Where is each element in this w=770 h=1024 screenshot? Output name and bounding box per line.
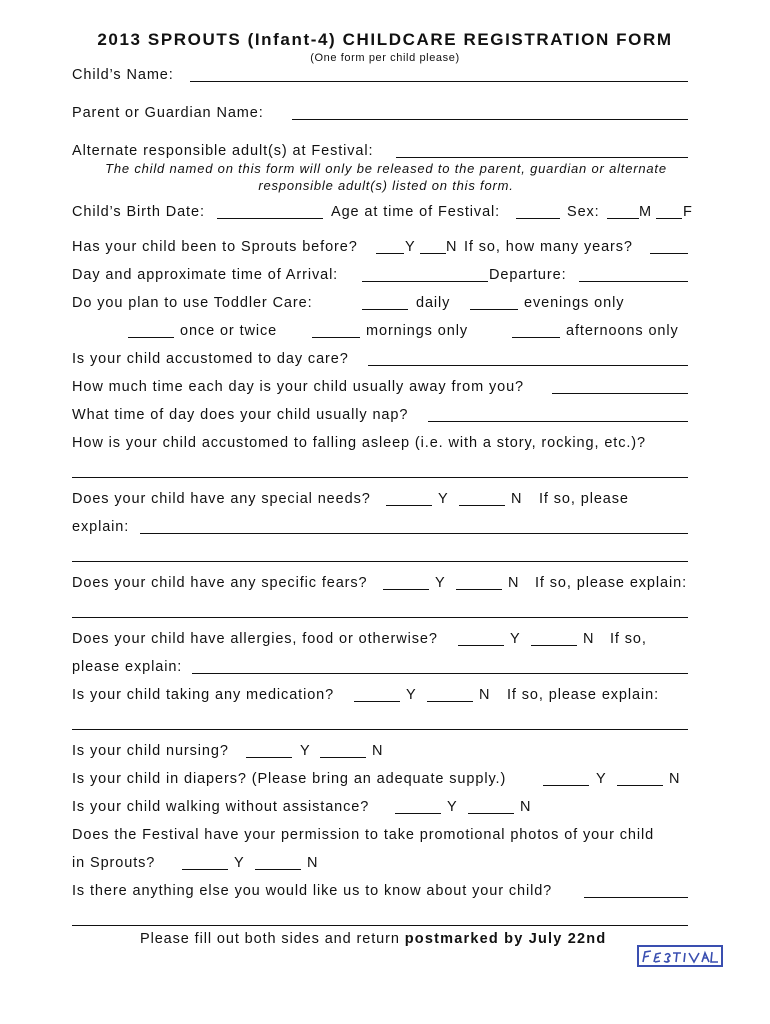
diapers-label: Is your child in diapers? (Please bring an adequate supply.): [72, 771, 507, 787]
footer-instruction: [140, 931, 606, 947]
afternoons-label: afternoons only: [566, 323, 679, 339]
diapers-y-label: Y: [596, 771, 607, 787]
mornings-field[interactable]: [312, 337, 360, 338]
sex-label: Sex:: [567, 204, 600, 220]
nap-field[interactable]: [428, 421, 688, 422]
evenings-field[interactable]: [470, 309, 518, 310]
sex-f-field[interactable]: [656, 218, 682, 219]
fears-explain-field[interactable]: [72, 617, 688, 618]
festival-logo-icon: [637, 945, 723, 967]
departure-field[interactable]: [579, 281, 688, 282]
diapers-y-field[interactable]: [543, 785, 589, 786]
nursing-n-field[interactable]: [320, 757, 366, 758]
falling-asleep-label: How is your child accustomed to falling asleep (i.e. with a story, rocking, etc.)?: [72, 435, 646, 451]
departure-label: Departure:: [489, 267, 567, 283]
in-sprouts-label: in Sprouts?: [72, 855, 156, 871]
been-before-n-label: N: [446, 239, 458, 255]
child-name-label: Child’s Name:: [72, 67, 174, 83]
special-needs-explain-label: explain:: [72, 519, 130, 535]
allergies-explain-field[interactable]: [192, 673, 688, 674]
arrival-label: Day and approximate time of Arrival:: [72, 267, 339, 283]
away-label: How much time each day is your child usually away from you?: [72, 379, 525, 395]
how-many-years-field[interactable]: [650, 253, 688, 254]
walking-label: Is your child walking without assistance?: [72, 799, 370, 815]
birth-date-field[interactable]: [217, 218, 323, 219]
photos-label: Does the Festival have your permission to take promotional photos of your child: [72, 827, 655, 843]
release-note: The child named on this form will only be released to the parent, guardian or alternate responsible adult(s) listed on this form.: [105, 161, 667, 193]
day-care-field[interactable]: [368, 365, 688, 366]
nursing-label: Is your child nursing?: [72, 743, 229, 759]
sex-m-field[interactable]: [607, 218, 639, 219]
allergies-n-field[interactable]: [531, 645, 577, 646]
fears-n-label: N: [508, 575, 520, 591]
once-or-twice-field[interactable]: [128, 337, 174, 338]
special-needs-y-label: Y: [438, 491, 449, 507]
walking-y-label: Y: [447, 799, 458, 815]
medication-y-label: Y: [406, 687, 417, 703]
allergies-y-field[interactable]: [458, 645, 504, 646]
toddler-care-label: Do you plan to use Toddler Care:: [72, 295, 313, 311]
walking-n-label: N: [520, 799, 532, 815]
evenings-label: evenings only: [524, 295, 625, 311]
allergies-label: Does your child have allergies, food or otherwise?: [72, 631, 438, 647]
medication-explain-field[interactable]: [72, 729, 688, 730]
nursing-y-label: Y: [300, 743, 311, 759]
special-needs-ifso-label: If so, please: [539, 491, 629, 507]
falling-asleep-field[interactable]: [72, 477, 688, 478]
afternoons-field[interactable]: [512, 337, 560, 338]
special-needs-n-label: N: [511, 491, 523, 507]
medication-n-field[interactable]: [427, 701, 473, 702]
special-needs-n-field[interactable]: [459, 505, 505, 506]
away-field[interactable]: [552, 393, 688, 394]
sex-f-label: F: [683, 204, 693, 220]
medication-label: Is your child taking any medication?: [72, 687, 335, 703]
fears-y-label: Y: [435, 575, 446, 591]
medication-n-label: N: [479, 687, 491, 703]
been-before-y-label: Y: [405, 239, 416, 255]
walking-y-field[interactable]: [395, 813, 441, 814]
fears-n-field[interactable]: [456, 589, 502, 590]
diapers-n-field[interactable]: [617, 785, 663, 786]
age-field[interactable]: [516, 218, 560, 219]
been-before-n-field[interactable]: [420, 253, 446, 254]
allergies-y-label: Y: [510, 631, 521, 647]
special-needs-label: Does your child have any special needs?: [72, 491, 371, 507]
alternate-adult-label: Alternate responsible adult(s) at Festival:: [72, 143, 374, 159]
anything-else-label: Is there anything else you would like us to know about your child?: [72, 883, 553, 899]
special-needs-explain-field[interactable]: [140, 533, 688, 534]
nap-label: What time of day does your child usually nap?: [72, 407, 409, 423]
nursing-n-label: N: [372, 743, 384, 759]
child-name-field[interactable]: [190, 81, 688, 82]
nursing-y-field[interactable]: [246, 757, 292, 758]
special-needs-explain-field-2[interactable]: [72, 561, 688, 562]
medication-ifso-label: If so, please explain:: [507, 687, 659, 703]
photos-n-label: N: [307, 855, 319, 871]
allergies-ifso-label: If so,: [610, 631, 647, 647]
parent-name-label: Parent or Guardian Name:: [72, 105, 264, 121]
sex-m-label: M: [639, 204, 652, 220]
medication-y-field[interactable]: [354, 701, 400, 702]
photos-n-field[interactable]: [255, 869, 301, 870]
arrival-field[interactable]: [362, 281, 488, 282]
day-care-label: Is your child accustomed to day care?: [72, 351, 349, 367]
once-or-twice-label: once or twice: [180, 323, 278, 339]
daily-field[interactable]: [362, 309, 408, 310]
daily-label: daily: [416, 295, 451, 311]
anything-else-field-2[interactable]: [72, 925, 688, 926]
birth-date-label: Child’s Birth Date:: [72, 204, 205, 220]
been-before-label: Has your child been to Sprouts before?: [72, 239, 358, 255]
photos-y-field[interactable]: [182, 869, 228, 870]
footer-deadline: postmarked by July 22nd: [404, 931, 607, 947]
allergies-explain-label: please explain:: [72, 659, 183, 675]
footer-plain-text: Please fill out both sides and return: [140, 931, 400, 947]
been-before-y-field[interactable]: [376, 253, 404, 254]
walking-n-field[interactable]: [468, 813, 514, 814]
anything-else-field[interactable]: [584, 897, 688, 898]
alternate-adult-field[interactable]: [396, 157, 688, 158]
form-subtitle: (One form per child please): [310, 52, 460, 64]
allergies-n-label: N: [583, 631, 595, 647]
diapers-n-label: N: [669, 771, 681, 787]
fears-y-field[interactable]: [383, 589, 429, 590]
parent-name-field[interactable]: [292, 119, 688, 120]
mornings-label: mornings only: [366, 323, 468, 339]
how-many-years-label: If so, how many years?: [464, 239, 633, 255]
age-label: Age at time of Festival:: [331, 204, 501, 220]
fears-ifso-label: If so, please explain:: [535, 575, 687, 591]
form-title: 2013 SPROUTS (Infant-4) CHILDCARE REGISTRATION FORM: [97, 30, 673, 49]
special-needs-y-field[interactable]: [386, 505, 432, 506]
photos-y-label: Y: [234, 855, 245, 871]
fears-label: Does your child have any specific fears?: [72, 575, 368, 591]
